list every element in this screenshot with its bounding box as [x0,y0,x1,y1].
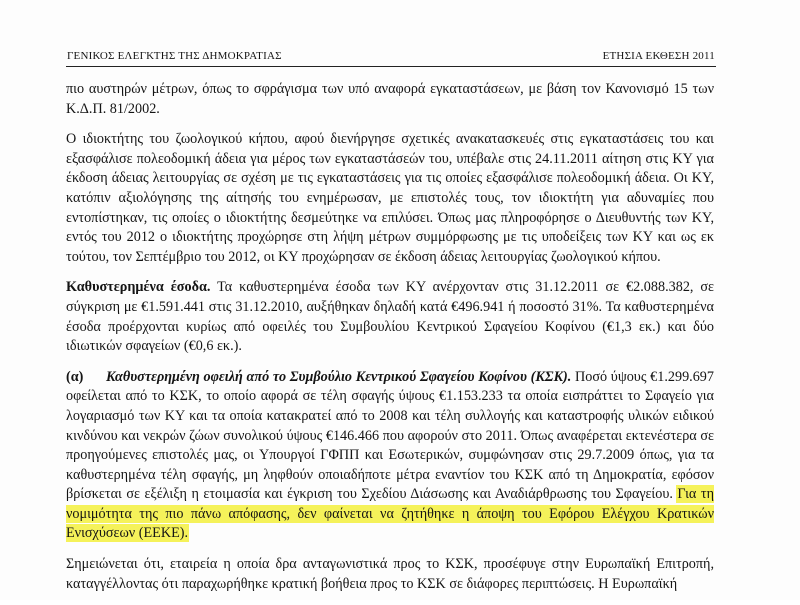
paragraph-1: πιο αυστηρών μέτρων, όπως το σφράγισμα των υπό αναφορά εγκαταστάσεων, με βάση τον Κανονισμό 15 των Κ.Δ.Π. 81/2002. [66,81,714,117]
paragraph-3 [66,278,714,356]
header-left: ΓΕΝΙΚΟΣ ΕΛΕΓΚΤΗΣ ΤΗΣ ΔΗΜΟΚΡΑΤΙΑΣ [67,50,282,62]
highlighted-text: Για τη νομιμότητα της πιο πάνω απόφασης, δεν φαίνεται να ζητήθηκε η άποψη του Εφόρου Ελέγχου Κρατικών Ενισχύσεων (ΕΕΚΕ). [66,486,714,542]
document-body [66,80,714,605]
paragraph-3-text: Τα καθυστερημένα έσοδα των ΚΥ ανέρχονταν στις 31.12.2011 σε €2.088.382, σε σύγκριση με €1.591.441 στις 31.12.2010, αυξήθηκαν δηλαδή κατά €496.941 ή ποσοστό 31%. Τα καθυστερημένα έσοδα προέρχονται κυρίως από οφειλές του Συμβουλίου Κεντρικού Σφαγείου Κοφίνου (€1,3 εκ.) και δύο ιδιωτικών σφαγείων (€0,6 εκ.). [66,279,715,355]
item-number: (α) [66,368,84,385]
header-right: ΕΤΗΣΙΑ ΕΚΘΕΣΗ 2011 [602,50,715,62]
subsection-title-ksk-debt: Καθυστερημένη οφειλή από το Συμβούλιο Κεντρικού Σφαγείου Κοφίνου (ΚΣΚ). [106,368,572,385]
paragraph-4 [66,368,714,544]
header-rule [66,66,716,67]
paragraph-2: Ο ιδιοκτήτης του ζωολογικού κήπου, αφού διενήργησε σχετικές ανακατασκευές στις εγκαταστάσεις του και εξασφάλισε πολεοδομική άδεια για μέρος των εγκαταστάσεών του, υπέβαλε στις 24.11.2011 αίτηση στις ΚΥ για έκδοση άδειας λειτουργίας σε σχέση με τις εγκαταστάσεις για τις οποίες εξασφάλισε πολεοδομική άδεια. Οι ΚΥ, κατόπιν αξιολόγησης της αίτησής του ενημέρωσαν, με επιστολές τους, τον ιδιοκτήτη για αδυναμίες που εντοπίστηκαν, τις οποίες ο ιδιοκτήτης δεσμεύτηκε να επιλύσει. Όπως μας πληροφόρησε ο Διευθυντής των ΚΥ, εντός του 2012 ο ιδιοκτήτης προχώρησε στη λήψη μέτρων συμμόρφωσης με τις υποδείξεις των ΚΥ και ως εκ τούτου, τον Σεπτέμβριο του 2012, οι ΚΥ προχώρησαν σε έκδοση άδειας λειτουργίας ζωολογικού κήπου. [66,131,714,265]
running-header [67,50,715,62]
section-title-overdue-revenue: Καθυστερημένα έσοδα. [66,279,211,296]
paragraph-4-text: Ποσό ύψους €1.299.697 οφείλεται από το ΚΣΚ, το οποίο αφορά σε τέλη σφαγής ύψους €1.153.233 τα οποία εισπράττει το Σφαγείο για λογαριασμό των ΚΥ και τα οποία κατακρατεί από το 2008 και τέλη συλλογής και καταστροφής υλικών ειδικού κινδύνου και νεκρών ζώων συνολικού ύψους €146.466 που αφορούν στο 2011. Όπως αναφέρεται εκτενέστερα σε προηγούμενες επιστολές μας, οι Υπουργοί ΓΦΠΠ και Εσωτερικών, συμφώνησαν στις 29.7.2009 όπως, για τα καθυστερημένα τέλη σφαγής, μη ληφθούν οποιαδήποτε μέτρα εναντίον του ΚΣΚ από τη Δημοκρατία, εφόσον βρίσκεται σε εξέλιξη η ετοιμασία και έγκριση του Σχεδίου Διάσωσης και Αναδιάρθρωσης του Σφαγείου. [66,368,714,503]
paragraph-5: Σημειώνεται ότι, εταιρεία η οποία δρα ανταγωνιστικά προς το ΚΣΚ, προσέφυγε στην Ευρωπαϊκή Επιτροπή, καταγγέλλοντας ότι παραχωρήθηκε κρατική βοήθεια προς το ΚΣΚ σε διάφορες περιπτώσεις. Η Ευρωπαϊκή [66,556,714,592]
